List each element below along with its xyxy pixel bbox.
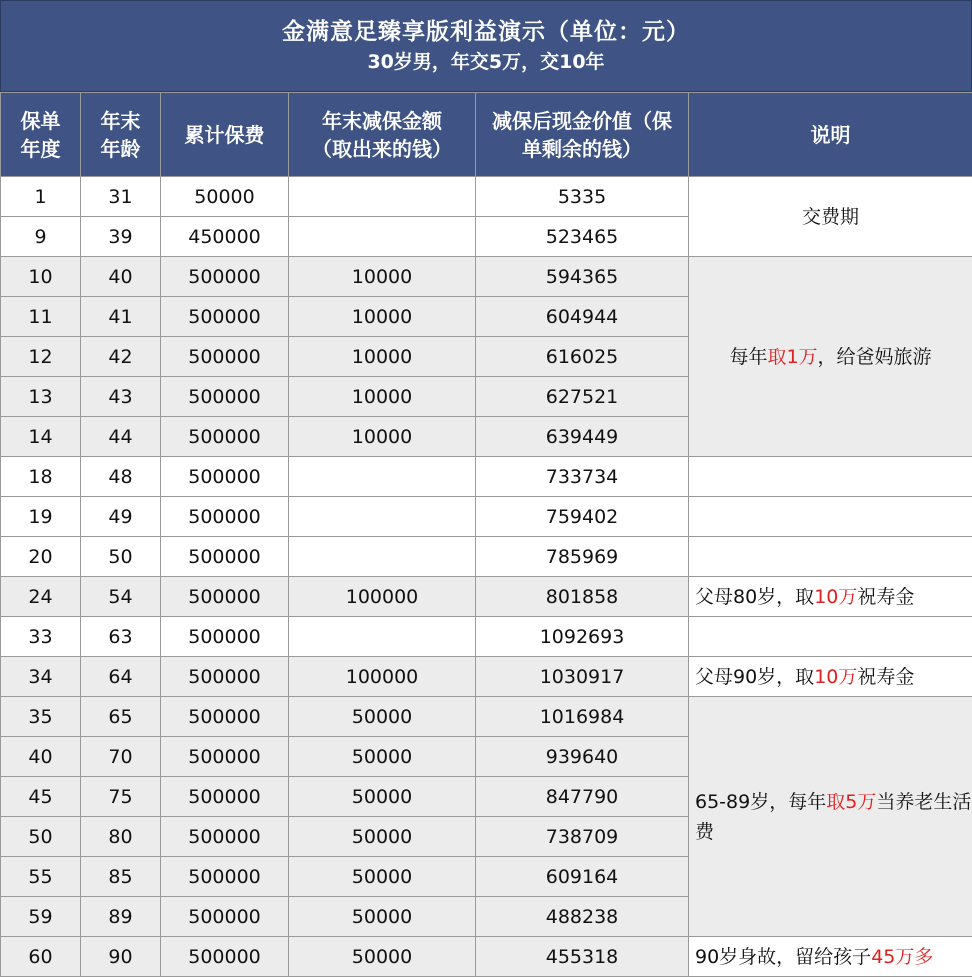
cell-age: 89: [81, 897, 161, 937]
cell-year: 45: [1, 777, 81, 817]
cell-year: 10: [1, 257, 81, 297]
note-text: 父母90岁，取: [695, 665, 815, 688]
table-row: [1, 617, 972, 657]
cell-year: 24: [1, 577, 81, 617]
cell-premium: 500000: [161, 417, 289, 457]
cell-cash-value: 1092693: [476, 617, 689, 657]
cell-cash-value: 627521: [476, 377, 689, 417]
table-row: [1, 657, 972, 697]
title-bar: [0, 0, 972, 92]
cell-age: 43: [81, 377, 161, 417]
cell-age: 41: [81, 297, 161, 337]
cell-year: 55: [1, 857, 81, 897]
cell-premium: 500000: [161, 537, 289, 577]
note-empty: [689, 617, 972, 657]
page-subtitle: 30岁男，年交5万，交10年: [367, 51, 605, 73]
note-highlight: 10万: [814, 585, 858, 608]
note-text: 65-89岁，每年: [695, 790, 827, 813]
cell-premium: 500000: [161, 697, 289, 737]
cell-cash-value: 733734: [476, 457, 689, 497]
cell-premium: 500000: [161, 777, 289, 817]
cell-premium: 500000: [161, 817, 289, 857]
cell-cash-value: 738709: [476, 817, 689, 857]
cell-withdrawal: 10000: [289, 337, 476, 377]
note-text: 90岁身故，留给孩子: [695, 945, 872, 968]
cell-year: 9: [1, 217, 81, 257]
cell-withdrawal: [289, 617, 476, 657]
cell-cash-value: 759402: [476, 497, 689, 537]
cell-year: 19: [1, 497, 81, 537]
cell-year: 11: [1, 297, 81, 337]
cell-age: 65: [81, 697, 161, 737]
cell-age: 90: [81, 937, 161, 977]
cell-premium: 500000: [161, 257, 289, 297]
cell-premium: 500000: [161, 737, 289, 777]
table-row: [1, 577, 972, 617]
note-payment-period: 交费期: [689, 177, 972, 257]
cell-cash-value: 616025: [476, 337, 689, 377]
note-text: 祝寿金: [857, 585, 915, 608]
cell-withdrawal: [289, 177, 476, 217]
cell-premium: 500000: [161, 577, 289, 617]
cell-withdrawal: 50000: [289, 777, 476, 817]
cell-cash-value: 939640: [476, 737, 689, 777]
cell-year: 50: [1, 817, 81, 857]
cell-withdrawal: 10000: [289, 377, 476, 417]
table-row: [1, 937, 972, 977]
note-empty: [689, 537, 972, 577]
cell-age: 80: [81, 817, 161, 857]
note-age80: [689, 577, 972, 617]
cell-withdrawal: 50000: [289, 897, 476, 937]
note-text: 每年: [729, 345, 768, 368]
header-policy-year: 保单年度: [1, 93, 81, 177]
cell-age: 75: [81, 777, 161, 817]
cell-cash-value: 785969: [476, 537, 689, 577]
cell-age: 54: [81, 577, 161, 617]
cell-premium: 450000: [161, 217, 289, 257]
cell-premium: 500000: [161, 377, 289, 417]
cell-withdrawal: 50000: [289, 697, 476, 737]
cell-year: 60: [1, 937, 81, 977]
header-withdrawal: 年末减保金额（取出来的钱）: [289, 93, 476, 177]
cell-cash-value: 801858: [476, 577, 689, 617]
table-row: [1, 457, 972, 497]
cell-cash-value: 523465: [476, 217, 689, 257]
note-legacy: [689, 937, 972, 977]
cell-premium: 500000: [161, 297, 289, 337]
note-text: ，给爸妈旅游: [817, 345, 932, 368]
table-row: [1, 697, 972, 737]
note-text: 父母80岁，取: [695, 585, 815, 608]
cell-year: 34: [1, 657, 81, 697]
cell-premium: 500000: [161, 857, 289, 897]
cell-cash-value: 5335: [476, 177, 689, 217]
cell-age: 42: [81, 337, 161, 377]
cell-withdrawal: 50000: [289, 937, 476, 977]
cell-age: 64: [81, 657, 161, 697]
table-row: [1, 537, 972, 577]
note-highlight: 10万: [814, 665, 858, 688]
cell-premium: 500000: [161, 497, 289, 537]
cell-cash-value: 594365: [476, 257, 689, 297]
benefit-table: [0, 92, 972, 977]
cell-age: 44: [81, 417, 161, 457]
cell-premium: 500000: [161, 617, 289, 657]
cell-withdrawal: [289, 457, 476, 497]
cell-withdrawal: 50000: [289, 817, 476, 857]
note-highlight: 取5万: [826, 790, 877, 813]
cell-cash-value: 847790: [476, 777, 689, 817]
cell-age: 49: [81, 497, 161, 537]
cell-year: 20: [1, 537, 81, 577]
cell-cash-value: 1030917: [476, 657, 689, 697]
table-row: [1, 257, 972, 297]
cell-withdrawal: 10000: [289, 257, 476, 297]
header-cash-value: 减保后现金价值（保单剩余的钱）: [476, 93, 689, 177]
note-empty: [689, 497, 972, 537]
cell-withdrawal: 10000: [289, 297, 476, 337]
table-row: [1, 177, 972, 217]
cell-age: 63: [81, 617, 161, 657]
cell-premium: 500000: [161, 937, 289, 977]
cell-year: 13: [1, 377, 81, 417]
note-highlight: 45万多: [871, 945, 934, 968]
note-travel: [689, 257, 972, 457]
note-age90: [689, 657, 972, 697]
cell-cash-value: 1016984: [476, 697, 689, 737]
note-retirement: [689, 697, 972, 937]
cell-age: 48: [81, 457, 161, 497]
cell-age: 31: [81, 177, 161, 217]
cell-year: 59: [1, 897, 81, 937]
cell-withdrawal: 100000: [289, 657, 476, 697]
cell-year: 14: [1, 417, 81, 457]
cell-cash-value: 639449: [476, 417, 689, 457]
cell-withdrawal: 100000: [289, 577, 476, 617]
cell-age: 40: [81, 257, 161, 297]
cell-age: 70: [81, 737, 161, 777]
cell-withdrawal: 50000: [289, 737, 476, 777]
cell-withdrawal: [289, 537, 476, 577]
cell-year: 35: [1, 697, 81, 737]
note-empty: [689, 457, 972, 497]
cell-cash-value: 455318: [476, 937, 689, 977]
cell-age: 39: [81, 217, 161, 257]
table-row: [1, 497, 972, 537]
cell-withdrawal: [289, 497, 476, 537]
cell-premium: 500000: [161, 337, 289, 377]
page-title: 金满意足臻享版利益演示（单位：元）: [282, 19, 690, 45]
cell-year: 1: [1, 177, 81, 217]
note-text: 当养老生活费: [695, 790, 972, 843]
cell-age: 85: [81, 857, 161, 897]
cell-year: 18: [1, 457, 81, 497]
cell-premium: 50000: [161, 177, 289, 217]
cell-cash-value: 609164: [476, 857, 689, 897]
cell-year: 12: [1, 337, 81, 377]
cell-withdrawal: 50000: [289, 857, 476, 897]
note-highlight: 取1万: [767, 345, 818, 368]
cell-age: 50: [81, 537, 161, 577]
cell-cash-value: 604944: [476, 297, 689, 337]
cell-year: 40: [1, 737, 81, 777]
header-note: 说明: [689, 93, 972, 177]
header-row: [1, 93, 972, 177]
cell-premium: 500000: [161, 457, 289, 497]
cell-withdrawal: 10000: [289, 417, 476, 457]
cell-withdrawal: [289, 217, 476, 257]
header-cum-premium: 累计保费: [161, 93, 289, 177]
cell-year: 33: [1, 617, 81, 657]
cell-premium: 500000: [161, 897, 289, 937]
cell-cash-value: 488238: [476, 897, 689, 937]
header-age: 年末年龄: [81, 93, 161, 177]
note-text: 祝寿金: [857, 665, 915, 688]
cell-premium: 500000: [161, 657, 289, 697]
